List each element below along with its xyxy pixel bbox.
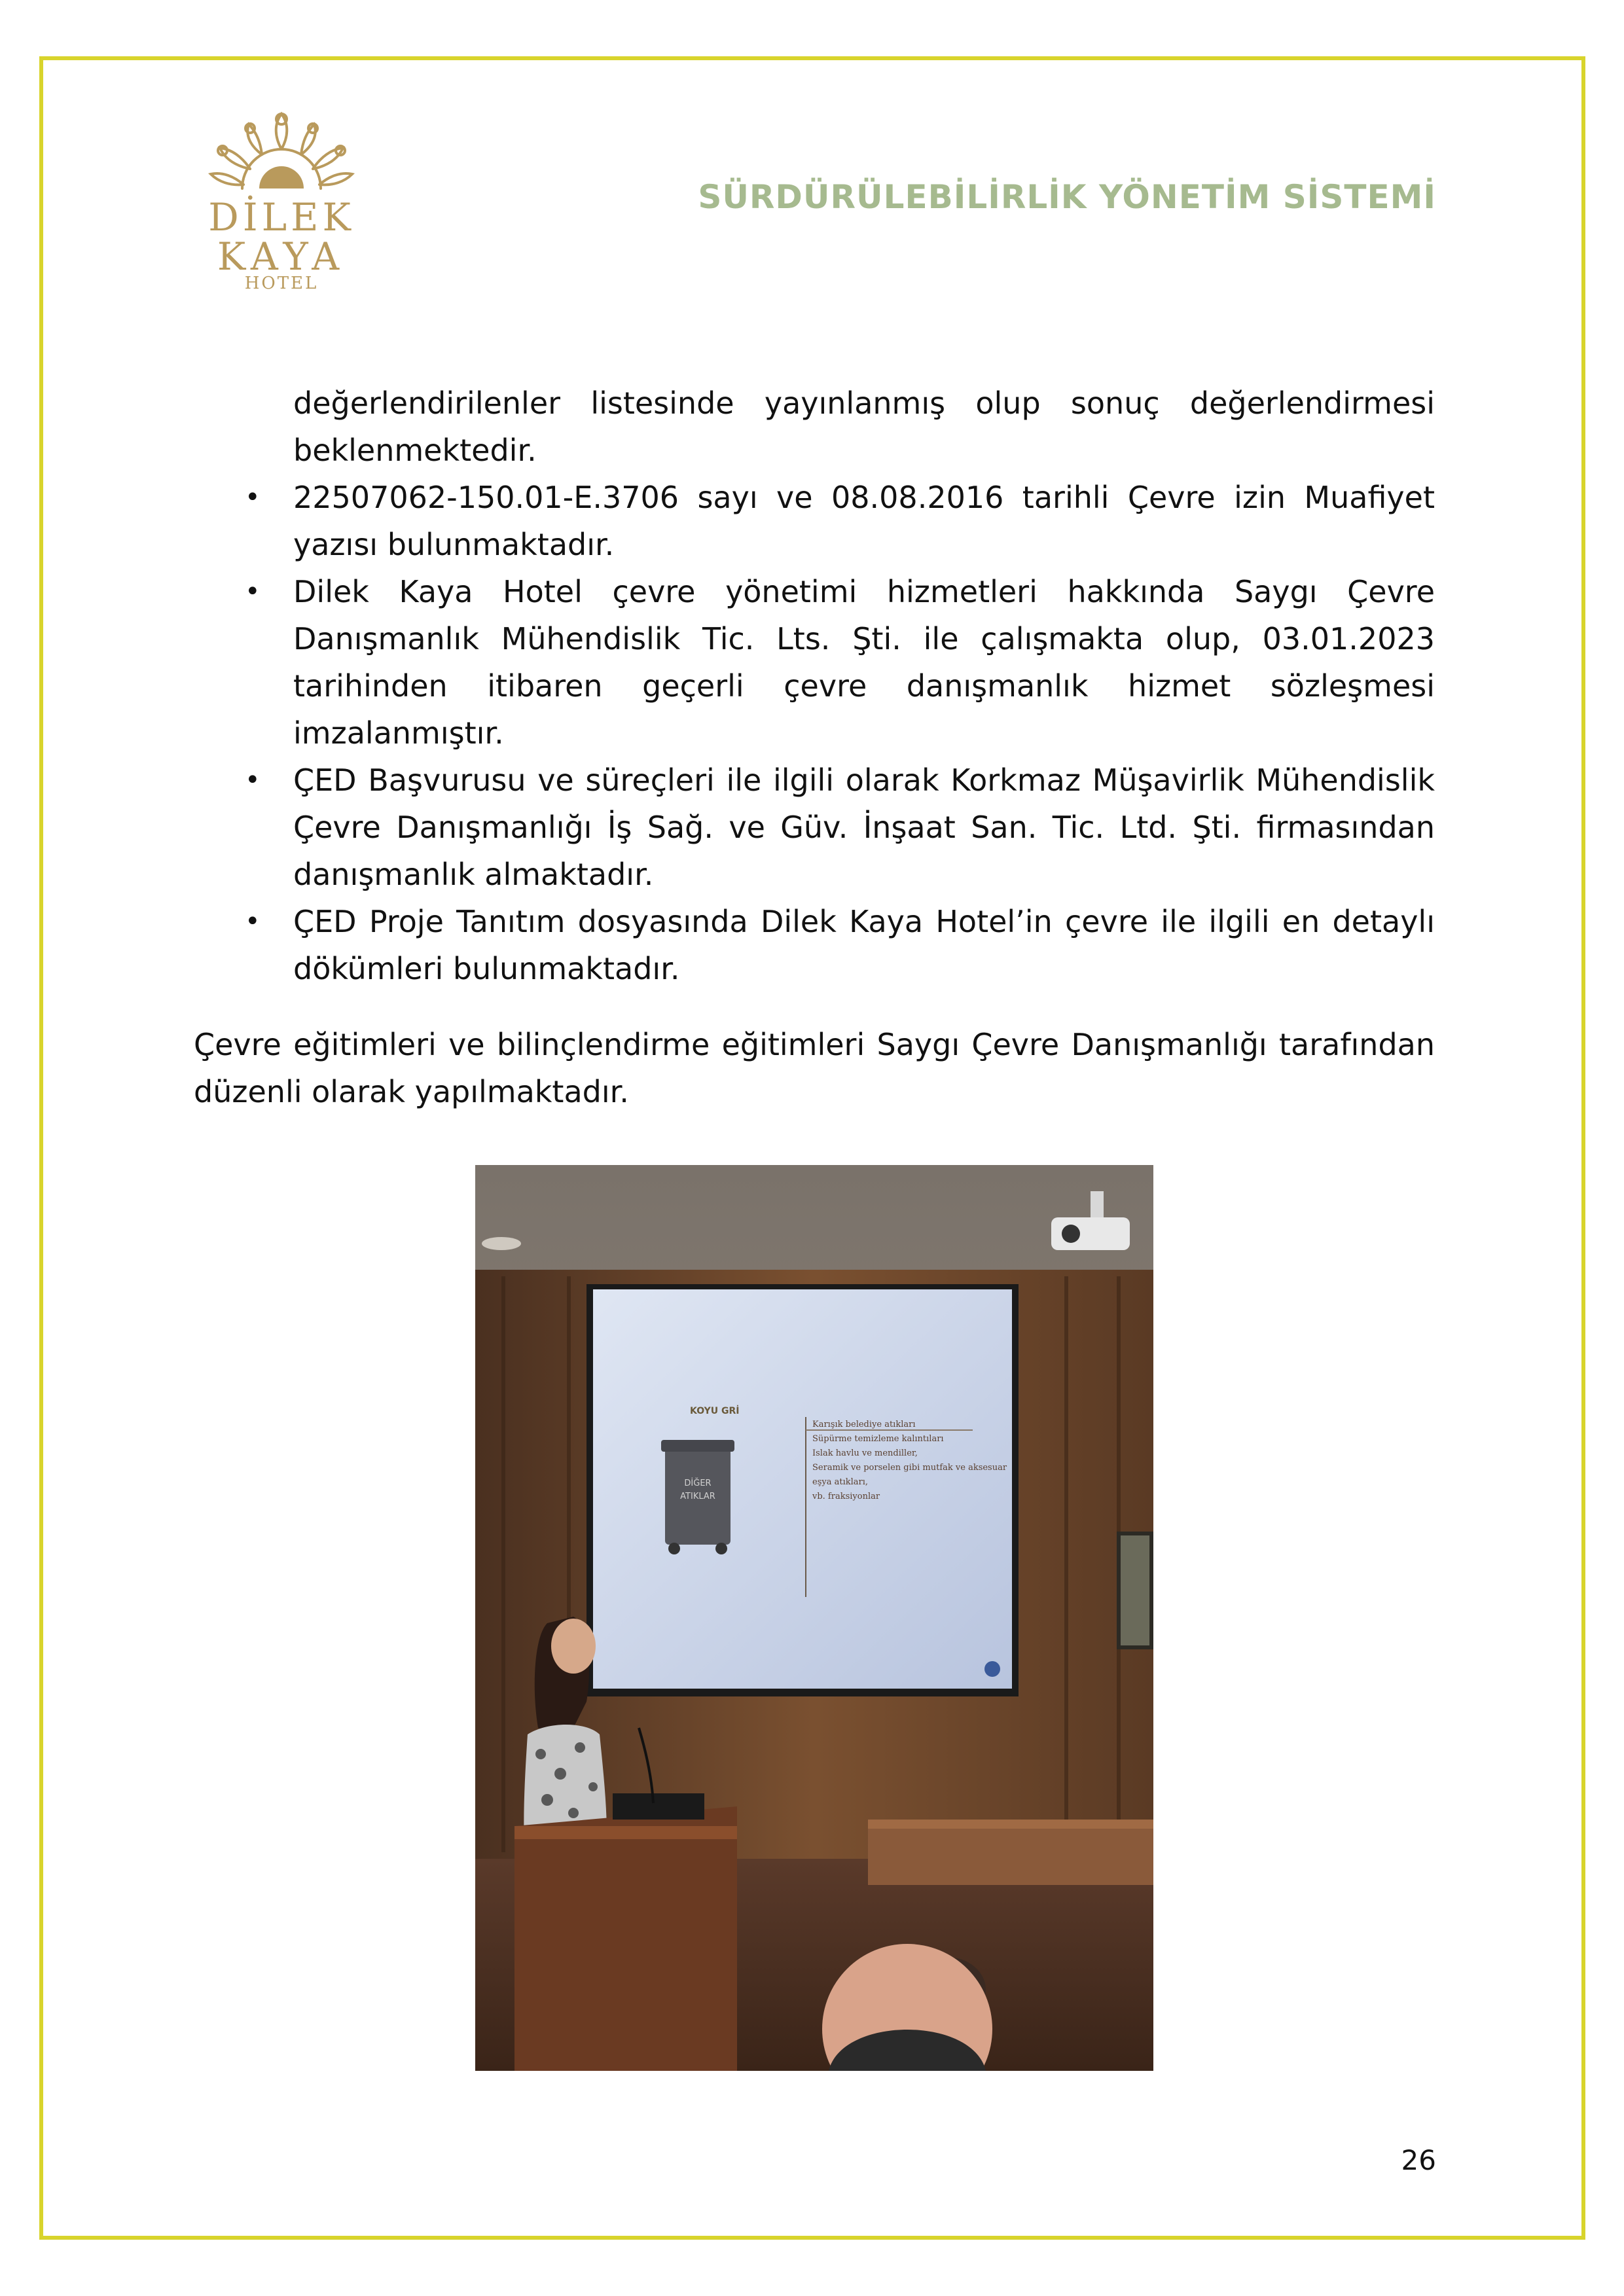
hotel-logo bbox=[196, 105, 367, 293]
list-item bbox=[194, 474, 1435, 568]
slide-heading: KOYU GRİ bbox=[690, 1406, 740, 1416]
bullet-icon: • bbox=[245, 906, 261, 937]
continuation-paragraph: değerlendirilenler listesinde yayınlanmış olup sonuç değerlendirmesi beklenmektedir. bbox=[293, 386, 1435, 468]
list-item-text: ÇED Başvurusu ve süreçleri ile ilgili olarak Korkmaz Müşavirlik Mühendislik Çevre Danışmanlığı İş Sağ. ve Güv. İnşaat San. Tic. Ltd. Şti. firmasından danışmanlık almaktadır. bbox=[293, 762, 1435, 892]
header-title: SÜRDÜRÜLEBİLİRLİK YÖNETİM SİSTEMİ bbox=[698, 178, 1436, 216]
bullet-icon: • bbox=[245, 482, 261, 512]
slide-line: eşya atıkları, bbox=[812, 1477, 869, 1487]
slide-line: Karışık belediye atıkları bbox=[812, 1420, 916, 1429]
list-item-text: ÇED Proje Tanıtım dosyasında Dilek Kaya Hotel’in çevre ile ilgili en detaylı dökümleri bulunmaktadır. bbox=[293, 904, 1435, 986]
list-item bbox=[194, 757, 1435, 898]
logo-line-kaya: KAYA bbox=[217, 234, 346, 279]
bin-label-1: DİĞER bbox=[684, 1479, 712, 1488]
slide-line: vb. fraksiyonlar bbox=[812, 1492, 880, 1501]
page-number: 26 bbox=[1401, 2144, 1436, 2176]
slide-line: Seramik ve porselen gibi mutfak ve aksesuar bbox=[812, 1463, 1007, 1473]
logo-line-dilek: DİLEK bbox=[208, 195, 355, 240]
list-item-text: 22507062-150.01-E.3706 sayı ve 08.08.2016 tarihli Çevre izin Muafiyet yazısı bulunmaktadır. bbox=[293, 480, 1435, 562]
bin-label-2: ATIKLAR bbox=[680, 1492, 715, 1501]
bullet-icon: • bbox=[245, 765, 261, 795]
bullet-list bbox=[194, 474, 1435, 992]
body-content bbox=[194, 380, 1435, 1115]
bullet-icon: • bbox=[245, 577, 261, 607]
slide-line: Islak havlu ve mendiller, bbox=[812, 1448, 918, 1458]
list-item-text: Dilek Kaya Hotel çevre yönetimi hizmetleri hakkında Saygı Çevre Danışmanlık Mühendislik Tic. Lts. Şti. ile çalışmakta olup, 03.01.2023 tarihinden itibaren geçerli çevre danışmanlık hizmet sözleşmesi imzalanmıştır. bbox=[293, 574, 1435, 751]
list-item bbox=[194, 898, 1435, 992]
training-photo bbox=[475, 1165, 1153, 2071]
slide-line: Süpürme temizleme kalıntıları bbox=[812, 1434, 944, 1444]
closing-paragraph: Çevre eğitimleri ve bilinçlendirme eğitimleri Saygı Çevre Danışmanlığı tarafından düzenli olarak yapılmaktadır. bbox=[194, 1027, 1435, 1109]
sun-ornament-icon bbox=[196, 105, 367, 196]
logo-line-hotel: HOTEL bbox=[244, 274, 319, 293]
list-item bbox=[194, 568, 1435, 757]
